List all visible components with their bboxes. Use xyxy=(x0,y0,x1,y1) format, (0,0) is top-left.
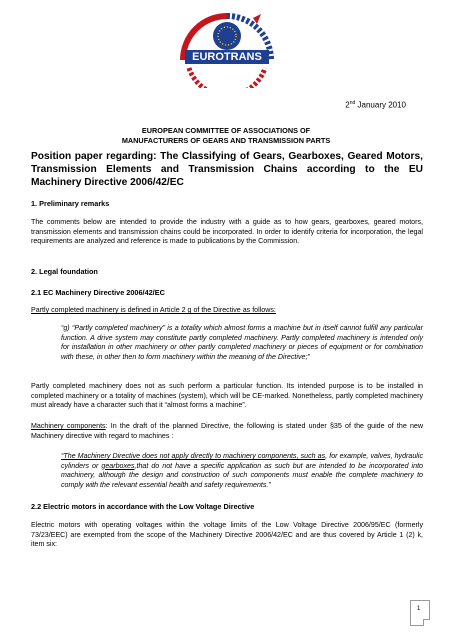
machinery-components-text: : In the draft of the planned Directive, the following is stated under §35 of the guide of the new Machinery directive with regard to machines : xyxy=(31,422,424,440)
partly-completed-paragraph: Partly completed machinery does not as such perform a particular function. Its intended purpose is to be installed in completed machinery or a totality of machines (system), which will be CE-marked. Nonetheless, partly completed machinery must already have a character such that it “almost forms a machine”. xyxy=(31,382,423,409)
quote2-underlined-2: gearboxes xyxy=(101,461,135,470)
page-curl-icon xyxy=(423,619,430,626)
quote2-underlined-1: “The Machinery Directive does not apply directly to machinery components, such as xyxy=(61,452,326,460)
quote-partly-completed-machinery: “g) “Partly completed machinery” is a totality which almost forms a machine but in itself cannot fulfill any particular function. A drive system may constitute partly completed machinery. Partly completed machinery is intended only for installation in other machinery or other partly completed machinery or pieces of equipment or for combination with these, in other then to form machinery within the meaning of the Directive;” xyxy=(61,324,423,361)
definition-intro: Partly completed machinery is defined in Article 2 g of the Directive as follows: xyxy=(31,306,276,314)
page-number: 1 xyxy=(417,606,421,612)
document-date xyxy=(345,100,406,110)
heading-legal-foundation: 2. Legal foundation xyxy=(31,267,98,276)
quote2-text-1: , for example, valves, hydraulic cylinders or xyxy=(61,452,424,470)
date-suffix: nd xyxy=(349,100,356,106)
machinery-components-paragraph xyxy=(31,422,423,441)
document-title: Position paper regarding: The Classifying of Gears, Gearboxes, Geared Motors, Transmission Elements and Transmission Chains according to the EU Machinery Directive 2006/42/EC xyxy=(31,151,423,188)
logo-wordmark: EUROTRANS xyxy=(192,51,262,63)
heading-preliminary-remarks: 1. Preliminary remarks xyxy=(31,199,110,208)
eurotrans-logo xyxy=(175,6,279,88)
quote-machinery-components xyxy=(61,452,423,490)
date-rest: January 2010 xyxy=(355,100,406,110)
machinery-components-label: Machinery components xyxy=(31,422,106,430)
electric-motors-paragraph: Electric motors with operating voltages within the voltage limits of the Low Voltage Directive 2006/95/EC (formerly 73/23/EEC) are exempted from the scope of the Machinery Directive 2006/42/EC and are thus covered by Article 1 (2) k, item six: xyxy=(31,521,423,548)
committee-name xyxy=(60,126,392,145)
date-day: 2 xyxy=(345,100,350,110)
quote2-text-2: ,that do not have a specific application as such but are intended to be incorporated into machinery, although the design and construction of such components must enable the complete machinery to comply with the relevant essential health and safety requirements.” xyxy=(61,461,423,489)
eurotrans-gear-icon xyxy=(175,6,279,88)
heading-machinery-directive: 2.1 EC Machinery Directive 2006/42/EC xyxy=(31,288,165,297)
preliminary-remarks-text: The comments below are intended to provide the industry with a guide as to how gears, gearboxes, geared motors, transmission elements and transmission chains could be incorporated. In order to identify criteria for incorporation, the legal requirements are analyzed and reference is made to publications by the Commission. xyxy=(31,218,423,245)
committee-line-2: MANUFACTURERS OF GEARS AND TRANSMISSION PARTS xyxy=(121,135,331,145)
committee-line-1: EUROPEAN COMMITTEE OF ASSOCIATIONS OF xyxy=(141,126,311,135)
heading-electric-motors: 2.2 Electric motors in accordance with the Low Voltage Directive xyxy=(31,502,255,511)
page-number-box xyxy=(410,600,430,626)
